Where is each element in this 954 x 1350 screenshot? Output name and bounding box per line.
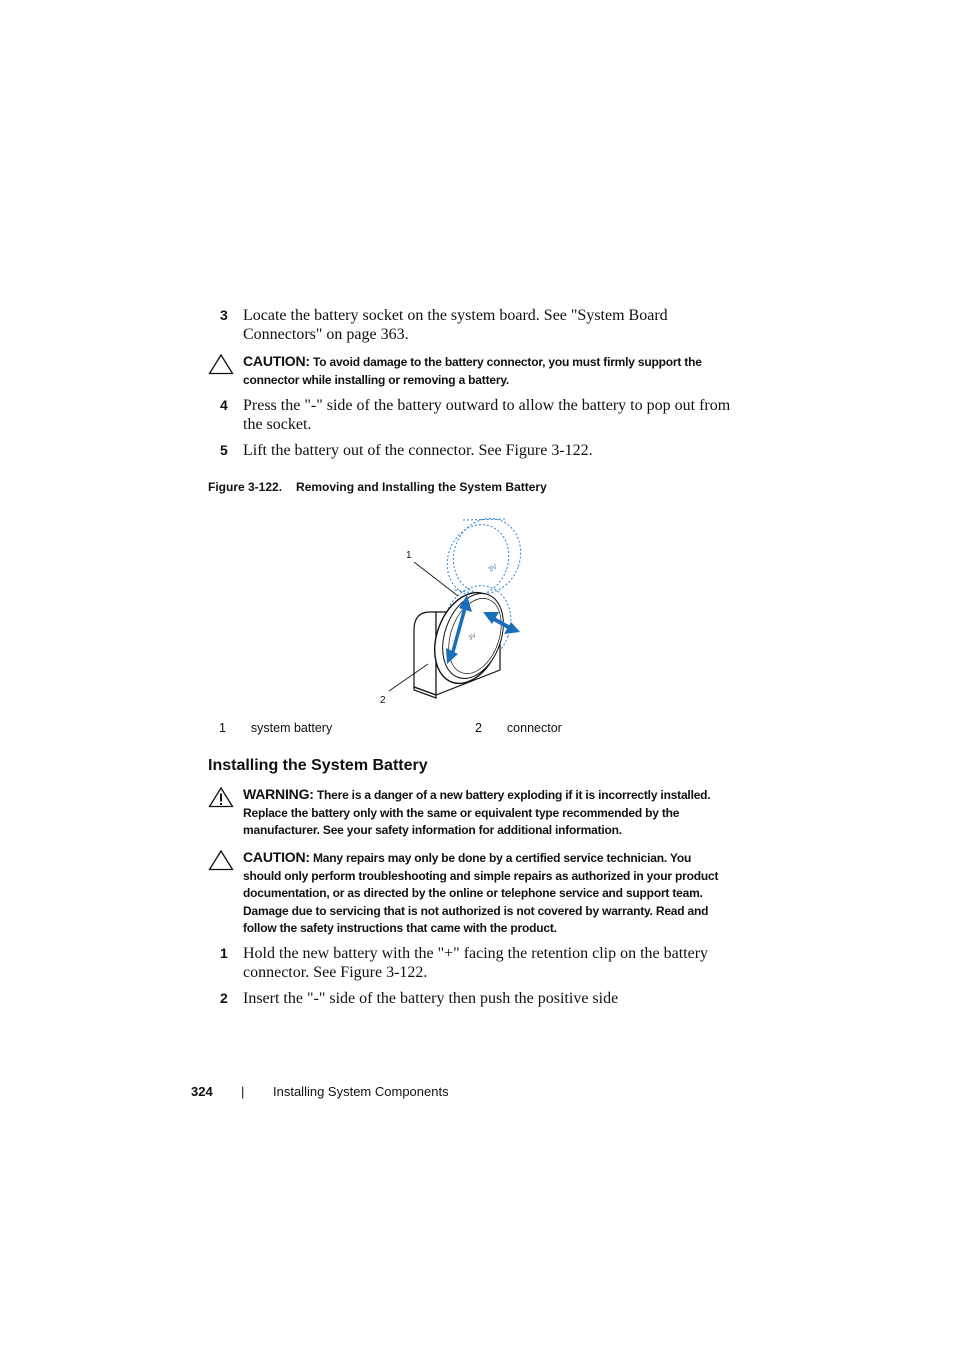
callout-1: 1 (406, 550, 412, 561)
removed-battery-outline (437, 510, 531, 604)
step-number: 2 (220, 990, 228, 1006)
footer-separator: | (241, 1084, 245, 1099)
legend-item-1 (219, 721, 332, 735)
callout-1-leader (414, 562, 458, 596)
figure-number: Figure 3-122. (208, 480, 283, 494)
warning-body: There is a danger of a new battery exploding if it is incorrectly installed. Replace the battery only with the same or equivalent type recommended by the manufacturer. See your safety information for additional information. (243, 788, 711, 837)
figure-caption (208, 480, 547, 494)
step-text: Lift the battery out of the connector. See Figure 3-122. (243, 442, 593, 459)
step-text: Insert the "-" side of the battery then push the positive side (243, 990, 619, 1007)
section-heading: Installing the System Battery (208, 757, 428, 774)
legend-item-2 (475, 721, 562, 735)
warning-lead: WARNING: (243, 786, 314, 802)
legend-number: 1 (219, 721, 226, 735)
caution-lead: CAUTION: (243, 849, 310, 865)
callout-2: 2 (380, 695, 386, 706)
step-number: 3 (220, 307, 228, 323)
svg-text:3V: 3V (487, 563, 499, 574)
step-text: Press the "-" side of the battery outward to allow the battery to pop out from the socket. (243, 397, 731, 433)
caution-triangle-icon (208, 353, 234, 375)
caution-body: Many repairs may only be done by a certified service technician. You should only perform troubleshooting and simple repairs as authorized in your product documentation, or as directed by the online or telephone service and support team. Damage due to servicing that is not authorized is not covered by warranty. Read and follow the safety instructions that came with the product. (243, 851, 719, 935)
legend-number: 2 (475, 721, 482, 735)
step-number: 1 (220, 945, 228, 961)
caution-text (243, 353, 728, 389)
caution-triangle-icon (208, 849, 234, 871)
svg-text:3V: 3V (468, 632, 478, 642)
footer-chapter: Installing System Components (273, 1084, 449, 1099)
battery-figure (370, 510, 540, 710)
figure-title: Removing and Installing the System Battery (296, 480, 547, 494)
warning-text (243, 786, 728, 840)
legend-label: connector (506, 721, 562, 735)
caution-body: To avoid damage to the battery connector, you must firmly support the connector while installing or removing a battery. (243, 355, 702, 387)
caution-text (243, 849, 728, 938)
step-number: 4 (220, 397, 228, 413)
page-number: 324 (191, 1084, 213, 1099)
step-text: Locate the battery socket on the system board. See "System Board Connectors" on page 363. (243, 307, 668, 343)
warning-triangle-icon (208, 786, 234, 808)
step-number: 5 (220, 442, 228, 458)
caution-lead: CAUTION: (243, 353, 310, 369)
step-text: Hold the new battery with the "+" facing the retention clip on the battery connector. See Figure 3-122. (243, 945, 709, 981)
legend-label: system battery (250, 721, 333, 735)
